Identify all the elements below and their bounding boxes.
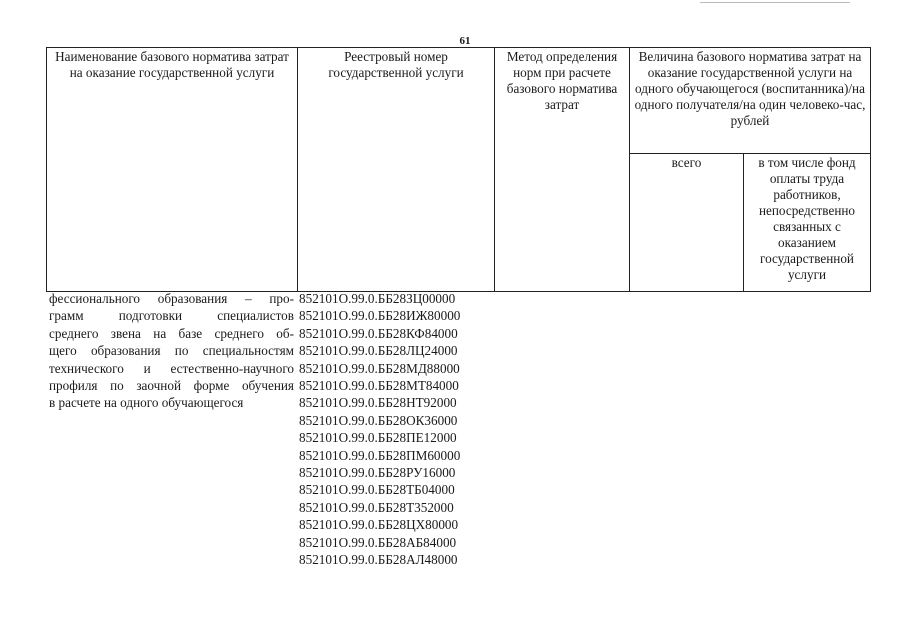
sub-total-header: всего <box>630 154 744 292</box>
registry-code-list <box>299 290 460 569</box>
registry-code: 852101О.99.0.ББ28АЛ48000 <box>299 552 458 568</box>
col-value-header: Величина базового норматива затрат на оказание государственной услуги на одного обучающегося (воспитанника)/на одного получателя/на один человеко-час, рублей <box>630 48 871 154</box>
registry-code: 852101О.99.0.ББ28МД88000 <box>299 360 460 376</box>
registry-code: 852101О.99.0.ББ28ТБ04000 <box>299 482 455 498</box>
registry-code: 852101О.99.0.ББ28ПЕ12000 <box>299 430 457 446</box>
service-name-line: среднего звена на базе среднего об- <box>49 325 294 341</box>
scan-mark <box>700 2 850 3</box>
registry-code: 852101О.99.0.ББ28РУ16000 <box>299 465 456 481</box>
registry-code: 852101О.99.0.ББ28МТ84000 <box>299 378 459 394</box>
header-table <box>46 47 871 292</box>
registry-code: 852101О.99.0.ББ28Т352000 <box>299 499 454 515</box>
service-name-line: грамм подготовки специалистов <box>49 308 294 324</box>
registry-code: 852101О.99.0.ББ28ИЖ80000 <box>299 308 461 324</box>
col-name-header: Наименование базового норматива затрат на оказание государственной услуги <box>47 48 298 292</box>
service-name-text <box>49 290 294 412</box>
registry-code: 852101О.99.0.ББ28ЛЦ24000 <box>299 343 458 359</box>
registry-code: 852101О.99.0.ББ28АБ84000 <box>299 534 457 550</box>
registry-code: 852101О.99.0.ББ28ПМ60000 <box>299 447 461 463</box>
col-registry-header: Реестровый номер государственной услуги <box>298 48 495 292</box>
page-number: 61 <box>459 35 471 47</box>
service-name-line: технического и естественно-научного <box>49 360 294 376</box>
service-name-line: фессионального образования – про- <box>49 291 294 306</box>
registry-code: 852101О.99.0.ББ28НТ92000 <box>299 395 457 411</box>
registry-code: 852101О.99.0.ББ28ЦХ80000 <box>299 517 459 533</box>
registry-code: 852101О.99.0.ББ28ОК36000 <box>299 412 458 428</box>
col-method-header: Метод определения норм при расчете базового норматива затрат <box>495 48 630 292</box>
service-name-line: в расчете на одного обучающегося <box>49 395 244 411</box>
registry-code: 852101О.99.0.ББ28ЗЦ00000 <box>299 291 456 306</box>
service-name-line: профиля по заочной форме обучения <box>49 378 294 394</box>
service-name-line: щего образования по специальностям <box>49 343 294 359</box>
registry-code: 852101О.99.0.ББ28КФ84000 <box>299 325 458 341</box>
sub-wage-header: в том числе фонд оплаты труда работников, непосредственно связанных с оказанием государственной услуги <box>744 154 871 292</box>
